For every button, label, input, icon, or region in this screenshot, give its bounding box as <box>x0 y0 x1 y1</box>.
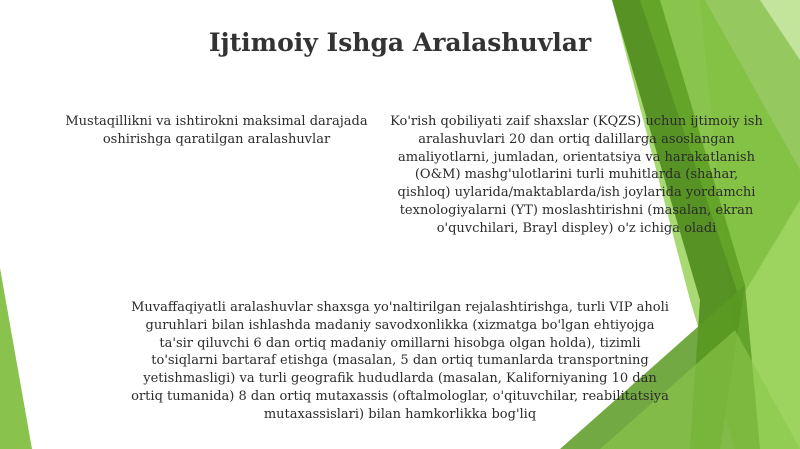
bottom-text-block: Muvaffaqiyatli aralashuvlar shaxsga yo'naltirilgan rejalashtirishga, turli VIP aholi guruhlari bilan ishlashda madaniy savodxonlikka (xizmatga bo'lgan ehtiyojga ta'sir qiluvchi 6 dan ortiq madaniy omillarni hisobga olgan holda), tizimli to'siqlarni bartaraf etishga (masalan, 5 dan ortiq tumanlarda transportning yetishmasligi) va turli geografik hududlarda (masalan, Kaliforniyaning 10 dan ortiq tumanida) 8 dan ortiq mutaxassis (oftalmologlar, o'qituvchilar, reabilitatsiya mutaxassislari) bilan hamkorlikka bog'liq <box>131 300 669 422</box>
slide-title: Ijtimoiy Ishga Aralashuvlar <box>208 28 592 57</box>
left-edge-facet <box>0 268 32 449</box>
right-text-block: Ko'rish qobiliyati zaif shaxslar (KQZS) uchun ijtimoiy ish aralashuvlari 20 dan ortiq dalillarga asoslangan amaliyotlarni, jumladan, orientatsiya va harakatlanish (O&M) mashg'ulotlarini turli muhitlarda (shahar, qishloq) uylarida/maktablarda/ish joylarida yordamchi texnologiyalarni (YT) moslashtirishni (masalan, ekran o'quvchilari, Brayl displey) o'z ichiga oladi <box>390 114 763 236</box>
left-text-block: Mustaqillikni va ishtirokni maksimal darajada oshirishga qaratilgan aralashuvlar <box>65 114 368 147</box>
